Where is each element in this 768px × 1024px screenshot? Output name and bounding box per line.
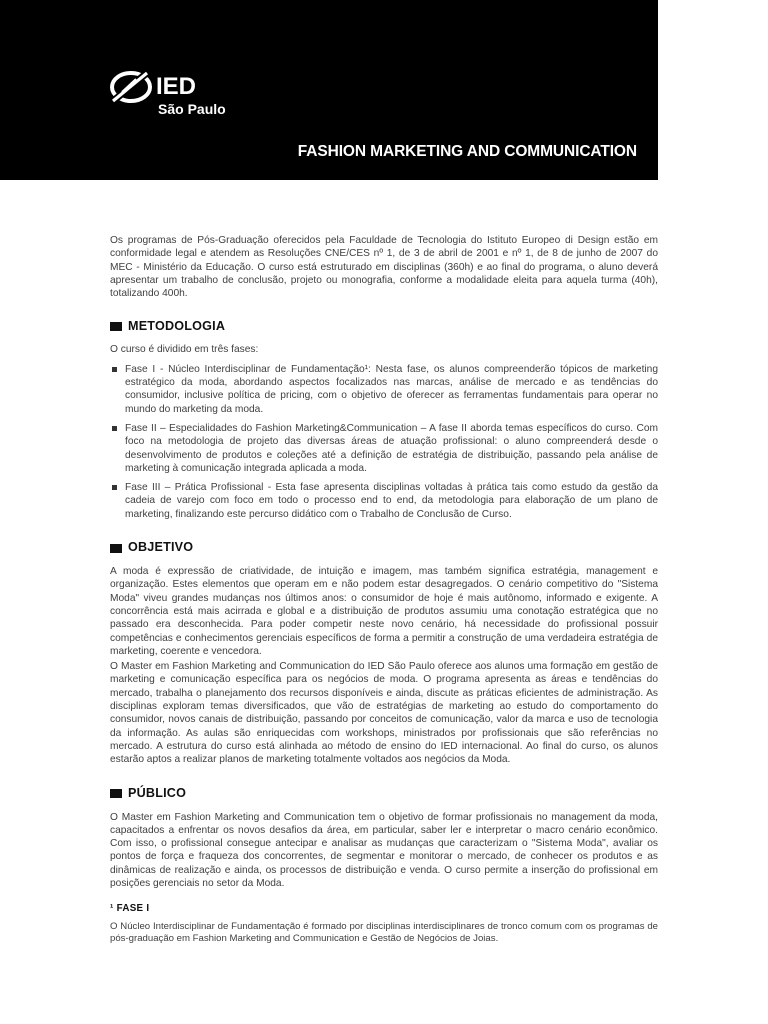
metodologia-lead: O curso é dividido em três fases: <box>110 344 259 356</box>
section-heading-metodologia <box>110 317 658 335</box>
footnote-heading: ¹ FASE I <box>110 903 150 915</box>
logo-city-text: São Paulo <box>158 101 226 117</box>
section-marker-icon <box>110 789 122 798</box>
header-banner <box>0 0 658 180</box>
bullet-icon <box>112 426 117 431</box>
list-item <box>110 481 658 521</box>
section-marker-icon <box>110 322 122 331</box>
footnote-text: O Núcleo Interdisciplinar de Fundamentação é formado por disciplinas interdisciplinares de tronco comum com os programas de pós-graduação em Fashion Marketing and Communication e Gestão de Negócios de Joias. <box>110 920 658 945</box>
bullet-icon <box>112 367 117 372</box>
logo-brand-text: IED <box>156 73 197 100</box>
list-item <box>110 422 658 475</box>
bullet-icon <box>112 485 117 490</box>
section-title: METODOLOGIA <box>128 318 226 333</box>
section-heading-objetivo <box>110 539 658 557</box>
course-title: FASHION MARKETING AND COMMUNICATION <box>297 143 637 160</box>
objetivo-block <box>110 565 658 766</box>
section-marker-icon <box>110 544 122 553</box>
ied-logo-icon <box>110 70 154 104</box>
phase-text: Fase III – Prática Profissional - Esta fase apresenta disciplinas voltadas à prática tais como estudo da gestão da cadeia de varejo com foco em todo o processo end to end, da metodologia para elaboração de um plano de marketing, finalizando este percurso didático com o Trabalho de Conclusão de Curso. <box>125 482 658 520</box>
intro-paragraph: Os programas de Pós-Graduação oferecidos pela Faculdade de Tecnologia do Istituto Europeo di Design estão em conformidade legal e atendem as Resoluções CNE/CES nº 1, de 3 de abril de 2001 e nº 1, de 8 de junho de 2007 do MEC - Ministério da Educação. O curso está estruturado em disciplinas (360h) e ao final do programa, o aluno deverá apresentar um trabalho de conclusão, projeto ou monografia, conforme a modalidade eleita para aquela turma (40h), totalizando 400h. <box>110 235 658 300</box>
phase-text: Fase II – Especialidades do Fashion Marketing&Communication – A fase II aborda temas específicos do curso. Com foco na metodologia de projeto das diversas áreas de atuação profissional: o aluno compreenderá desde o desenvolvimento de produtos e coleções até a definição de estratégia de distribuição, passando pela análise de marketing à comunicação integrada aplicada a moda. <box>125 422 658 474</box>
objetivo-paragraph: O Master em Fashion Marketing and Communication do IED São Paulo oferece aos alunos uma formação em gestão de marketing e comunicação específica para os negócios de moda. O programa apresenta as áreas e tendências do mercado, trabalha o planejamento dos recursos disponíveis e ainda, discute as práticas eficientes de administração. As disciplinas exploram temas diversificados, que vão de estratégias de marketing ao estudo do comportamento do consumidor, novos canais de distribuição, passando por conceitos de comunicação, valor da marca e uso de tecnologia da informação. As aulas são enriquecidas com workshops, ministrados por profissionais que são referências no mercado. A estrutura do curso está alinhada ao método de ensino do IED internacional. Ao final do curso, os alunos estarão aptos a realizar planos de marketing totalmente voltados aos negócios da Moda. <box>110 661 658 766</box>
objetivo-paragraph: A moda é expressão de criatividade, de intuição e imagem, mas também significa estratégia, management e organização. Estes elementos que operam em e não podem estar desagregados. O cenário competitivo do "Sistema Moda" viveu grandes mudanças nos últimos anos: o consumidor de hoje é mais autônomo, informado e exigente. A concorrência está mais acirrada e global e a distribuição de produtos assumiu uma conotação estratégica que no passado era desconhecida. Para poder competir neste novo cenário, há necessidade do profissional possuir competências e conhecimentos gerenciais específicos de forma a permitir a construção de uma verdadeira estratégia de marketing, coerente e vencedora. <box>110 566 658 657</box>
phase-list <box>110 363 658 521</box>
section-title: OBJETIVO <box>128 540 194 555</box>
publico-paragraph: O Master em Fashion Marketing and Communication tem o objetivo de formar profissionais no management da moda, capacitados a enfrentar os novos desafios da área, em particular, saber ler e interpretar o macro cenário econômico. Com isso, o profissional consegue antecipar e analisar as mudanças que caracterizam o "Sistema Moda", avaliar os pontos de força e fraqueza dos concorrentes, de segmentar e monitorar o mercado, de conhecer os produtos e as dinâmicas de realização e ainda, os processos de distribuição e venda. O curso permite a inserção do profissional em posições gerenciais no setor da Moda. <box>110 811 658 889</box>
section-heading-publico <box>110 785 658 803</box>
section-title: PÚBLICO <box>128 785 187 800</box>
document-body <box>110 234 658 946</box>
phase-text: Fase I - Núcleo Interdisciplinar de Fundamentação¹: Nesta fase, os alunos compreenderão tópicos de marketing estratégico da moda, abordando aspectos focalizados nas marcas, análise de mercado e as tendências do consumidor, inclusive política de pricing, com o objetivo de oferecer as ferramentas fundamentais para operar no mundo do marketing da moda. <box>125 363 658 415</box>
list-item <box>110 363 658 416</box>
